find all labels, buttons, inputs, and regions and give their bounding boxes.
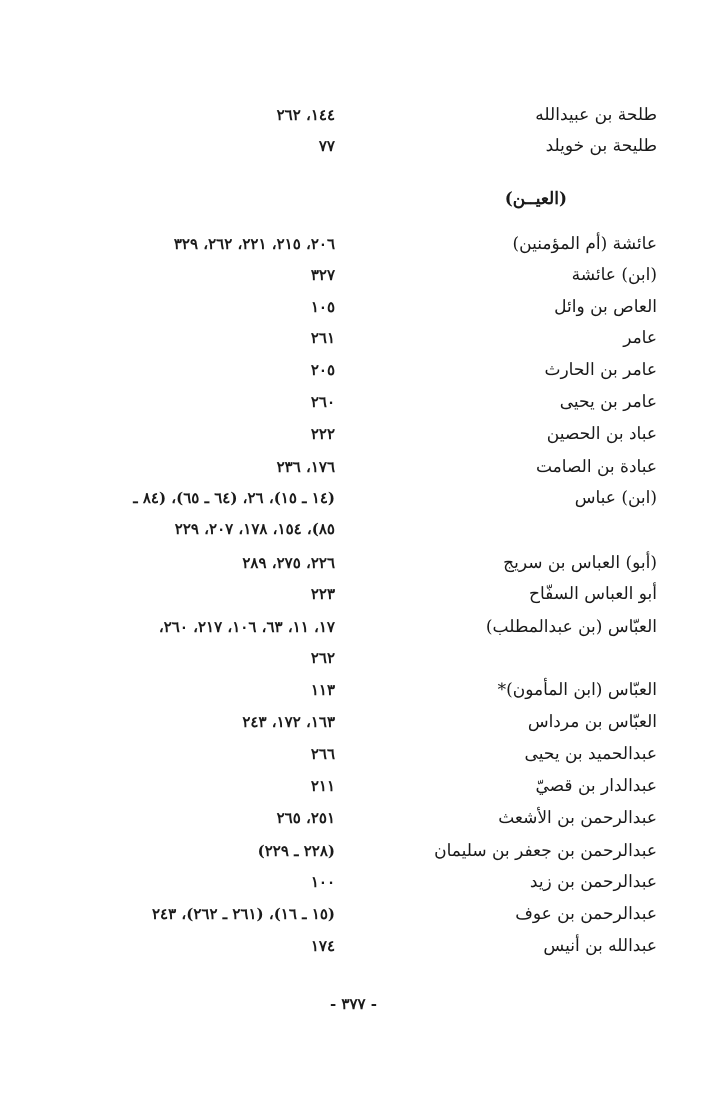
entry-name: (أبو) العباس بن سريج: [503, 553, 657, 573]
entry-pages: ٢٢٣: [310, 585, 335, 603]
entry-name: (ابن) عباس: [574, 488, 657, 508]
entry-name: عبدالرحمن بن الأشعث: [498, 808, 657, 828]
entry-name: العبّاس (بن عبدالمطلب): [485, 617, 657, 637]
index-entry: [0, 866, 707, 898]
entry-name: عبدالدار بن قصيّ: [535, 776, 657, 796]
entry-pages: (٢٢٨ ـ ٢٢٩): [257, 842, 335, 860]
entry-name: عامر بن يحيى: [559, 392, 657, 412]
section-heading: (العيــن): [504, 189, 567, 209]
entry-pages: ٢٦١: [310, 329, 335, 347]
index-entry: [0, 322, 707, 354]
entry-pages: ٢٥١، ٢٦٥: [276, 809, 335, 827]
entry-name: عبدالحميد بن يحيى: [524, 744, 657, 764]
index-entry: [0, 706, 707, 738]
entry-pages: ١٧٤: [310, 937, 335, 955]
entry-pages: ١٦٣، ١٧٢، ٢٤٣: [242, 713, 335, 731]
entry-pages: (١٥ ـ ١٦)، (٢٦١ ـ ٢٦٢)، ٢٤٣: [152, 905, 335, 923]
entry-name: طليحة بن خويلد: [545, 136, 657, 156]
entry-name: (ابن) عائشة: [571, 265, 657, 285]
index-entry: [0, 770, 707, 802]
entry-pages: ١٧٦، ٢٣٦: [276, 458, 335, 476]
entry-name: عامر: [623, 328, 657, 348]
entry-name: عبدالرحمن بن جعفر بن سليمان: [434, 841, 657, 861]
entry-name: عامر بن الحارث: [544, 360, 657, 380]
index-entry: [0, 674, 707, 706]
index-entry: [0, 738, 707, 770]
entry-pages: ٨٥)، ١٥٤، ١٧٨، ٢٠٧، ٢٢٩: [174, 520, 335, 538]
index-entry: [0, 898, 707, 930]
index-entry: [0, 835, 707, 867]
entry-pages: (١٤ ـ ١٥)، ٢٦، (٦٤ ـ ٦٥)، (٨٤ ـ: [133, 489, 335, 507]
entry-name: العبّاس (ابن المأمون)*: [497, 680, 657, 700]
entry-name: طلحة بن عبيدالله: [535, 105, 657, 125]
index-entry: [0, 482, 707, 514]
index-entry: [0, 418, 707, 450]
index-entry: [0, 547, 707, 579]
entry-pages: ٢٢٦، ٢٧٥، ٢٨٩: [242, 554, 335, 572]
entry-name: عباد بن الحصين: [546, 424, 657, 444]
entry-pages: ٢٢٢: [310, 425, 335, 443]
entry-pages: ٢٠٥: [310, 361, 335, 379]
entry-pages: ١٠٠: [310, 873, 335, 891]
entry-pages: ١١٣: [310, 681, 335, 699]
index-entry: [0, 228, 707, 260]
entry-name: عبدالرحمن بن زيد: [529, 872, 657, 892]
entry-name: عبدالرحمن بن عوف: [515, 904, 657, 924]
entry-pages: ٢٠٦، ٢١٥، ٢٢١، ٢٦٢، ٣٢٩: [173, 235, 335, 253]
index-entry: [0, 354, 707, 386]
entry-pages: ١٠٥: [310, 298, 335, 316]
entry-pages: ٢١١: [310, 777, 335, 795]
index-entry: [0, 930, 707, 962]
index-entry: [0, 578, 707, 610]
entry-pages: ٣٢٧: [310, 266, 335, 284]
entry-pages: ١٤٤، ٢٦٢: [276, 106, 335, 124]
index-entry-continuation: [0, 513, 707, 545]
index-entry: [0, 611, 707, 643]
entry-name: عبادة بن الصامت: [535, 457, 657, 477]
entry-name: العبّاس بن مرداس: [527, 712, 657, 732]
index-entry: [0, 291, 707, 323]
index-entry: [0, 130, 707, 162]
entry-pages: ١٧، ١١، ٦٣، ١٠٦، ٢١٧، ٢٦٠،: [158, 618, 335, 636]
index-entry: [0, 802, 707, 834]
index-entry: [0, 99, 707, 131]
entry-name: عائشة (أم المؤمنين): [512, 234, 657, 254]
entry-name: العاص بن وائل: [554, 297, 657, 317]
entry-name: عبدالله بن أنيس: [543, 936, 657, 956]
index-entry: [0, 259, 707, 291]
entry-pages: ٢٦٢: [310, 649, 335, 667]
page-number: - ٣٧٧ -: [329, 995, 378, 1013]
entry-pages: ٢٦٦: [310, 745, 335, 763]
entry-pages: ٧٧: [318, 137, 335, 155]
entry-name: أبو العباس السفّاح: [528, 584, 657, 604]
entry-pages: ٢٦٠: [310, 393, 335, 411]
index-entry: [0, 451, 707, 483]
index-entry: [0, 386, 707, 418]
index-entry-continuation: [0, 642, 707, 674]
